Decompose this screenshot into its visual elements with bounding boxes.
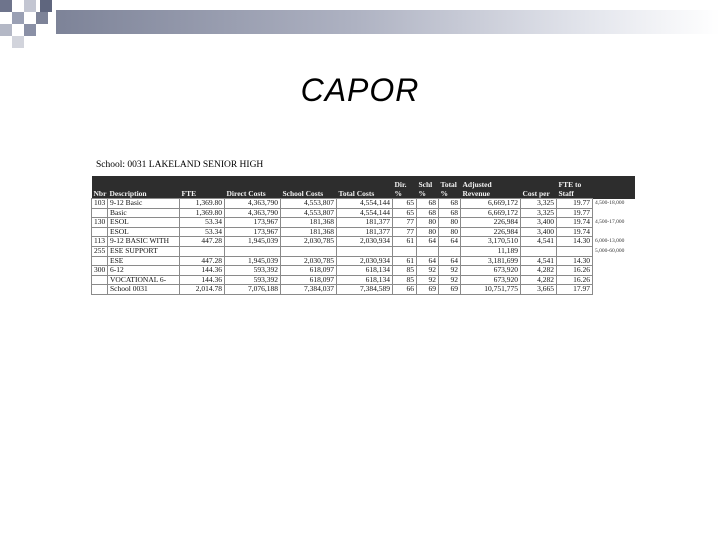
col-header-total-pct: Total % — [439, 176, 461, 199]
cell-school-costs: 618,097 — [281, 266, 337, 276]
cell-total-costs: 181,377 — [337, 218, 393, 228]
cell-total-pct: 92 — [439, 275, 461, 285]
cell-school-costs: 7,384,037 — [281, 285, 337, 295]
col-header-range — [593, 176, 635, 199]
cell-adjusted-revenue: 11,189 — [461, 246, 521, 256]
decor-square-7 — [12, 36, 24, 48]
cell-adjusted-revenue: 226,984 — [461, 227, 521, 237]
cell-dir-pct: 61 — [393, 256, 417, 266]
decor-gradient-bar — [56, 10, 720, 34]
cell-adjusted-revenue: 226,984 — [461, 218, 521, 228]
cell-total-costs: 2,030,934 — [337, 237, 393, 247]
cell-total-pct: 80 — [439, 218, 461, 228]
cell-total-costs: 618,134 — [337, 266, 393, 276]
cell-fte: 144.36 — [180, 266, 225, 276]
cell-schl-pct: 92 — [417, 266, 439, 276]
cell-fte-to-staff: 14.30 — [557, 256, 593, 266]
cell-direct-costs: 7,076,188 — [225, 285, 281, 295]
cell-direct-costs: 173,967 — [225, 218, 281, 228]
col-header-fte: FTE — [180, 176, 225, 199]
cell-fte: 144.36 — [180, 275, 225, 285]
cell-school-costs: 4,553,807 — [281, 208, 337, 218]
cell-description: Basic — [108, 208, 180, 218]
cell-schl-pct: 80 — [417, 227, 439, 237]
cell-schl-pct: 69 — [417, 285, 439, 295]
cell-total-pct: 69 — [439, 285, 461, 295]
cell-school-costs: 181,368 — [281, 218, 337, 228]
cell-dir-pct: 77 — [393, 227, 417, 237]
decor-square-5 — [0, 24, 12, 36]
col-header-direct-costs: Direct Costs — [225, 176, 281, 199]
cell-schl-pct — [417, 246, 439, 256]
cell-adjusted-revenue: 3,170,510 — [461, 237, 521, 247]
cell-total-costs: 2,030,934 — [337, 256, 393, 266]
cell-total-costs: 181,377 — [337, 227, 393, 237]
cell-total-pct — [439, 246, 461, 256]
col-header-nbr: Nbr — [92, 176, 108, 199]
cell-fte-to-staff: 19.74 — [557, 218, 593, 228]
cell-range-note — [593, 275, 635, 285]
cell-total-costs: 4,554,144 — [337, 199, 393, 209]
cell-cost-per: 3,400 — [521, 227, 557, 237]
cell-description: ESOL — [108, 227, 180, 237]
cell-adjusted-revenue: 10,751,775 — [461, 285, 521, 295]
cell-dir-pct: 77 — [393, 218, 417, 228]
cell-total-pct: 92 — [439, 266, 461, 276]
cell-range-note — [593, 266, 635, 276]
cell-fte-to-staff — [557, 246, 593, 256]
cell-dir-pct: 85 — [393, 275, 417, 285]
cell-description: ESE SUPPORT — [108, 246, 180, 256]
cell-school-costs: 2,030,785 — [281, 256, 337, 266]
cell-range-note: 6,000-13,000 — [595, 238, 625, 245]
cell-range-note: 4,500-18,000 — [595, 200, 625, 206]
cell-schl-pct: 64 — [417, 256, 439, 266]
table-row — [92, 246, 635, 256]
cell-range-note — [593, 227, 635, 237]
table-row — [92, 227, 635, 237]
school-name-line: School: 0031 LAKELAND SENIOR HIGH — [96, 160, 264, 170]
cell-cost-per: 4,541 — [521, 256, 557, 266]
cell-school-costs — [281, 246, 337, 256]
cell-direct-costs: 593,392 — [225, 266, 281, 276]
decor-square-2 — [12, 12, 24, 24]
cell-adjusted-revenue: 3,181,699 — [461, 256, 521, 266]
cell-total-pct: 80 — [439, 227, 461, 237]
cell-direct-costs — [225, 246, 281, 256]
cell-total-pct: 64 — [439, 256, 461, 266]
cell-dir-pct — [393, 246, 417, 256]
cell-fte: 53.34 — [180, 227, 225, 237]
cell-school-costs: 2,030,785 — [281, 237, 337, 247]
cell-total-pct: 68 — [439, 208, 461, 218]
cell-description: 9-12 BASIC WITH — [108, 237, 180, 247]
cell-total-pct: 68 — [439, 199, 461, 209]
col-header-description: Description — [108, 176, 180, 199]
cell-schl-pct: 64 — [417, 237, 439, 247]
cell-range-note — [593, 256, 635, 266]
cell-description: ESE — [108, 256, 180, 266]
cell-fte: 447.28 — [180, 256, 225, 266]
decor-square-3 — [24, 0, 36, 12]
cell-schl-pct: 68 — [417, 208, 439, 218]
decor-square-8 — [40, 0, 52, 12]
cell-total-pct: 64 — [439, 237, 461, 247]
table-row — [92, 237, 635, 247]
cell-total-costs: 4,554,144 — [337, 208, 393, 218]
cell-direct-costs: 593,392 — [225, 275, 281, 285]
table-row — [92, 208, 635, 218]
cell-description: 9-12 Basic — [108, 199, 180, 209]
decor-square-1 — [0, 0, 12, 12]
col-header-dir-pct: Dir. % — [393, 176, 417, 199]
cell-fte: 2,014.78 — [180, 285, 225, 295]
table-row — [92, 285, 635, 295]
cell-nbr: 103 — [92, 199, 108, 209]
cell-nbr — [92, 208, 108, 218]
cell-range-note — [593, 208, 635, 218]
cell-fte-to-staff: 19.77 — [557, 208, 593, 218]
cell-range-note: 5,000-60,000 — [595, 247, 625, 254]
cell-adjusted-revenue: 6,669,172 — [461, 208, 521, 218]
cell-schl-pct: 68 — [417, 199, 439, 209]
cell-school-costs: 181,368 — [281, 227, 337, 237]
table-row — [92, 256, 635, 266]
cell-nbr: 300 — [92, 266, 108, 276]
cell-nbr — [92, 256, 108, 266]
table-row — [92, 199, 635, 209]
cell-fte: 1,369.80 — [180, 208, 225, 218]
cell-fte-to-staff: 16.26 — [557, 266, 593, 276]
cell-direct-costs: 1,945,039 — [225, 237, 281, 247]
col-header-fte-to-staff: FTE to Staff — [557, 176, 593, 199]
col-header-total-costs: Total Costs — [337, 176, 393, 199]
cell-direct-costs: 1,945,039 — [225, 256, 281, 266]
cell-nbr — [92, 285, 108, 295]
cell-schl-pct: 80 — [417, 218, 439, 228]
cell-fte-to-staff: 19.74 — [557, 227, 593, 237]
cell-school-costs: 618,097 — [281, 275, 337, 285]
cell-cost-per: 3,665 — [521, 285, 557, 295]
cell-description: VOCATIONAL 6- — [108, 275, 180, 285]
capor-table — [91, 176, 635, 295]
table-header-row — [92, 176, 635, 199]
cell-adjusted-revenue: 6,669,172 — [461, 199, 521, 209]
cell-direct-costs: 4,363,790 — [225, 199, 281, 209]
cell-fte: 1,369.80 — [180, 199, 225, 209]
cell-cost-per: 3,325 — [521, 208, 557, 218]
cell-total-costs: 7,384,589 — [337, 285, 393, 295]
cell-dir-pct: 85 — [393, 266, 417, 276]
cell-fte — [180, 246, 225, 256]
cell-description: 6-12 — [108, 266, 180, 276]
col-header-adjusted-revenue: Adjusted Revenue — [461, 176, 521, 199]
cell-range-note — [593, 285, 635, 295]
table-row — [92, 218, 635, 228]
cell-adjusted-revenue: 673,920 — [461, 266, 521, 276]
cell-school-costs: 4,553,807 — [281, 199, 337, 209]
cell-schl-pct: 92 — [417, 275, 439, 285]
cell-adjusted-revenue: 673,920 — [461, 275, 521, 285]
cell-dir-pct: 61 — [393, 237, 417, 247]
cell-nbr: 113 — [92, 237, 108, 247]
cell-fte-to-staff: 17.97 — [557, 285, 593, 295]
cell-direct-costs: 173,967 — [225, 227, 281, 237]
cell-total-costs — [337, 246, 393, 256]
cell-cost-per: 3,325 — [521, 199, 557, 209]
cell-nbr — [92, 227, 108, 237]
cell-cost-per: 3,400 — [521, 218, 557, 228]
decor-square-6 — [24, 24, 36, 36]
cell-nbr: 255 — [92, 246, 108, 256]
table-row — [92, 266, 635, 276]
cell-total-costs: 618,134 — [337, 275, 393, 285]
col-header-school-costs: School Costs — [281, 176, 337, 199]
cell-range-note: 4,500-17,000 — [595, 219, 625, 226]
cell-cost-per: 4,541 — [521, 237, 557, 247]
cell-nbr: 130 — [92, 218, 108, 228]
cell-fte-to-staff: 16.26 — [557, 275, 593, 285]
cell-fte-to-staff: 14.30 — [557, 237, 593, 247]
cell-description: ESOL — [108, 218, 180, 228]
cell-dir-pct: 66 — [393, 285, 417, 295]
slide-title: CAPOR — [300, 72, 420, 108]
cell-nbr — [92, 275, 108, 285]
cell-dir-pct: 65 — [393, 208, 417, 218]
col-header-cost-per: Cost per — [521, 176, 557, 199]
cell-fte: 53.34 — [180, 218, 225, 228]
cell-direct-costs: 4,363,790 — [225, 208, 281, 218]
cell-cost-per: 4,282 — [521, 275, 557, 285]
col-header-schl-pct: Schl % — [417, 176, 439, 199]
cell-cost-per — [521, 246, 557, 256]
cell-fte-to-staff: 19.77 — [557, 199, 593, 209]
cell-fte: 447.28 — [180, 237, 225, 247]
table-row — [92, 275, 635, 285]
cell-cost-per: 4,282 — [521, 266, 557, 276]
cell-description: School 0031 — [108, 285, 180, 295]
decor-square-4 — [36, 12, 48, 24]
cell-dir-pct: 65 — [393, 199, 417, 209]
